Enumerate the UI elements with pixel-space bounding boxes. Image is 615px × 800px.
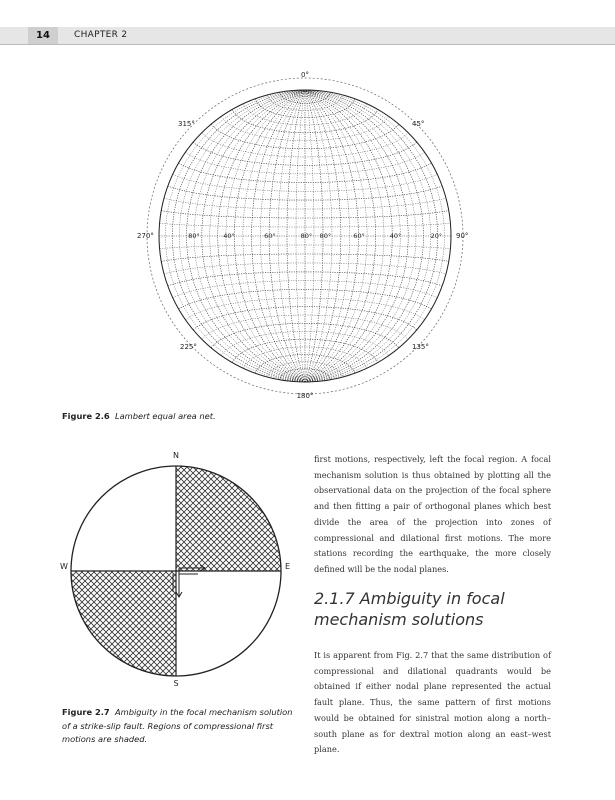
net-dip-label: 40° bbox=[223, 232, 235, 240]
compressional-quadrant-ne bbox=[176, 466, 281, 571]
direction-label-s: S bbox=[173, 679, 179, 686]
section-heading: 2.1.7 Ambiguity in focal mechanism solutions bbox=[314, 589, 505, 629]
page-number: 14 bbox=[28, 27, 58, 44]
azimuth-label-north: 0° bbox=[301, 71, 309, 79]
azimuth-label-se: 135° bbox=[412, 343, 429, 351]
azimuth-label-south: 180° bbox=[296, 392, 314, 400]
direction-label-n: N bbox=[173, 451, 179, 460]
direction-label-w: W bbox=[60, 562, 68, 571]
focal-mechanism-diagram bbox=[58, 446, 298, 686]
body-paragraph-1: first motions, respectively, left the focal region. A focal mechanism solution is thus obtained by plotting all the observational data on the projection of the focal sphere and then fitting a pair of orthogonal planes which best divide the area of the projection into zones of compressional and dilational first motions. The more stations recording the earthquake, the more closely defined will be the nodal planes. bbox=[314, 454, 551, 574]
figure-2-7-label: Figure 2.7 bbox=[62, 707, 110, 717]
net-dip-label: 80° bbox=[300, 232, 313, 240]
figure-2-7-caption bbox=[62, 706, 298, 747]
azimuth-label-west: 270° bbox=[137, 232, 154, 240]
azimuth-label-sw: 225° bbox=[180, 343, 197, 351]
header-rule bbox=[0, 44, 615, 45]
figure-2-6-caption bbox=[62, 410, 216, 424]
net-small-circle bbox=[161, 254, 449, 261]
net-dip-label: 80° bbox=[319, 232, 332, 240]
figure-2-6-caption-text: Lambert equal area net. bbox=[114, 411, 216, 421]
azimuth-label-ne: 45° bbox=[412, 120, 425, 128]
net-dip-label: 20° bbox=[430, 232, 443, 240]
net-small-circle bbox=[161, 211, 449, 218]
figure-2-7-caption-text: Ambiguity in the focal mechanism solution of a strike-slip fault. Regions of compressional first motions are shaded. bbox=[62, 707, 293, 744]
compressional-quadrant-sw bbox=[71, 571, 176, 676]
net-dip-label: 80° bbox=[188, 232, 200, 240]
net-dip-label: 60° bbox=[353, 232, 365, 240]
figure-2-6-label: Figure 2.6 bbox=[62, 411, 110, 421]
azimuth-label-nw: 315° bbox=[178, 120, 195, 128]
body-paragraph-2: It is apparent from Fig. 2.7 that the same distribution of compressional and dilational quadrants would be obtained if either nodal plane represented the actual fault plane. Thus, the same pattern of first motions would be obtained for sinistral motion along a north–south plane as for dextral motion along an east–west plane. bbox=[314, 650, 551, 755]
chapter-title: CHAPTER 2 bbox=[74, 30, 128, 40]
direction-label-e: E bbox=[285, 562, 291, 571]
lambert-equal-area-net bbox=[135, 66, 475, 406]
net-dip-label: 40° bbox=[389, 232, 402, 240]
azimuth-label-east: 90° bbox=[456, 232, 469, 240]
net-dip-label: 60° bbox=[264, 232, 276, 240]
